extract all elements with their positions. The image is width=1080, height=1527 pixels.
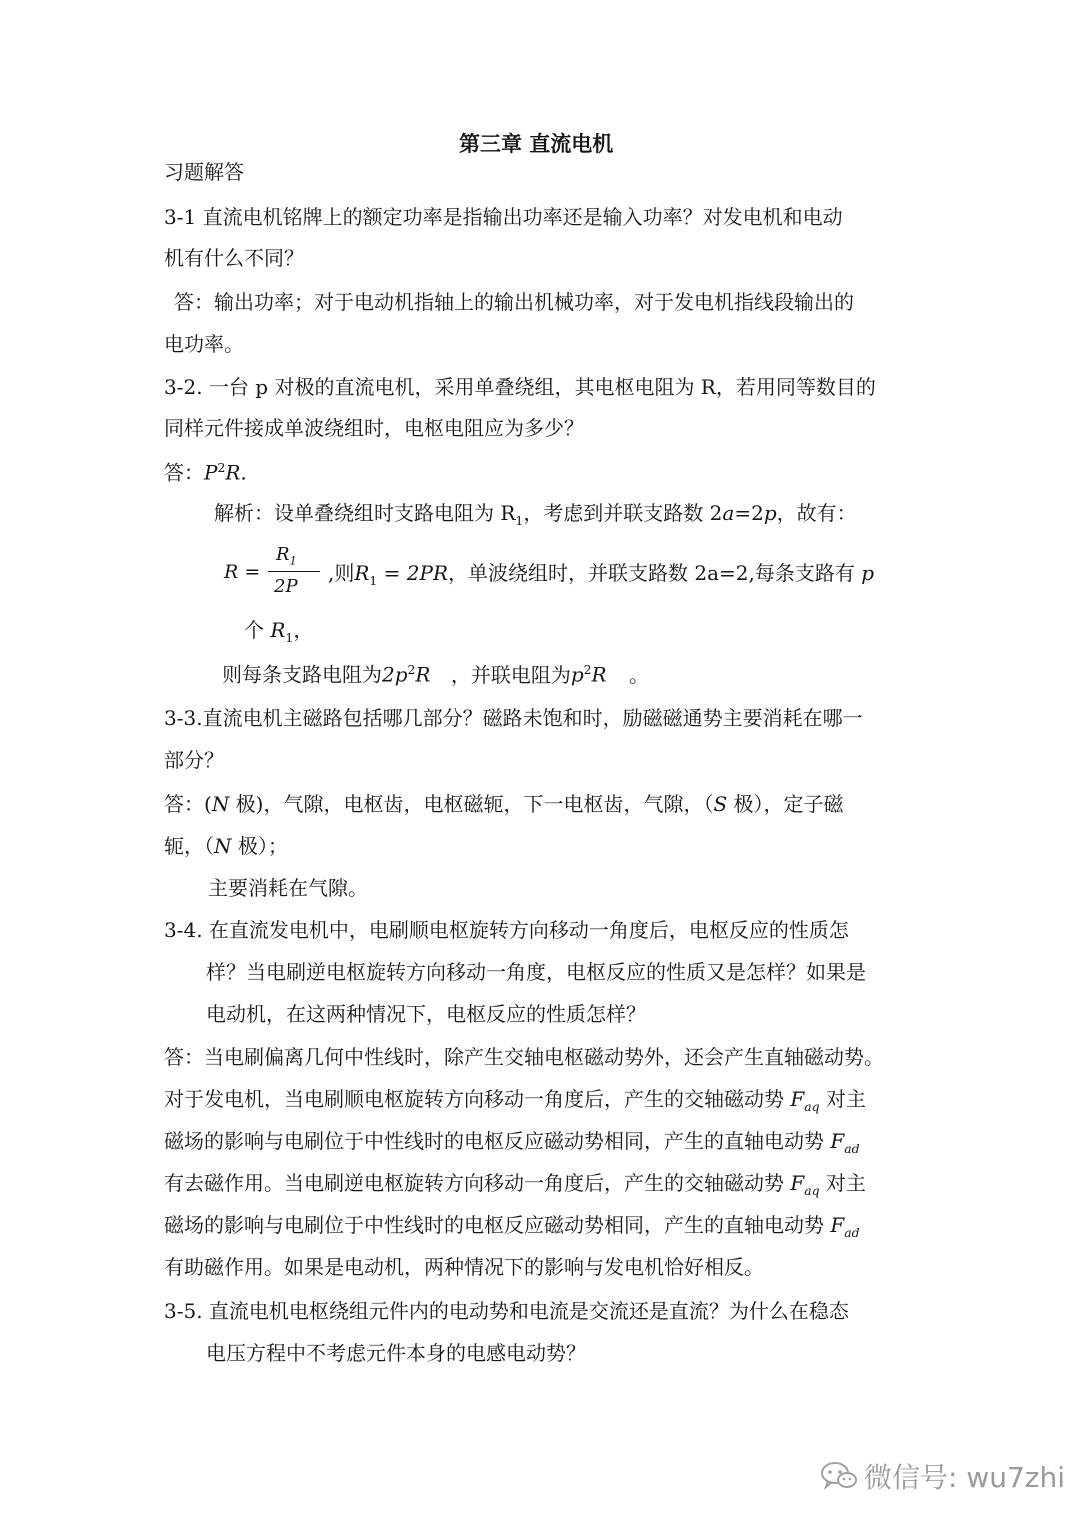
answer-3-1-line-2: 电功率。 [164,332,244,356]
answer-3-3-line-3: 主要消耗在气隙。 [208,876,368,900]
watermark-text: 微信号: wu7zhi [864,1461,1066,1494]
analysis-line-2: ,则$R_1 = 2PR$，单波绕组时，并联支路数 2a=2,每条支路有 p [328,561,875,588]
answer-3-3-line-2: 轭，（N 极）； [164,834,288,858]
answer-3-4-line-1: 答：当电刷偏离几何中性线时，除产生交轴电枢磁动势外，还会产生直轴磁动势。 [164,1045,884,1069]
fraction-bar [268,571,320,572]
question-3-5-line-2: 电压方程中不考虑元件本身的电感电动势？ [206,1341,586,1365]
question-3-4-line-1: 3-4. 在直流发电机中，电刷顺电枢旋转方向移动一角度后，电枢反应的性质怎 [164,918,849,942]
analysis-line-1: 解析：设单叠绕组时支路电阻为 $R_1$，考虑到并联支路数 2a=2p，故有： [214,501,857,528]
answer-3-3-line-1: 答：(N 极)，气隙，电枢齿，电枢磁轭，下一电枢齿，气隙，（S 极），定子磁 [164,792,844,816]
answer-3-4-line-2: 对于发电机，当电刷顺电枢旋转方向移动一角度后，产生的交轴磁动势 $F_{aq}$ 对主 [164,1087,866,1114]
analysis-line-4: 则每条支路电阻为$2p^2R$ ，并联电阻为$p^2R$ 。 [222,662,649,687]
answer-3-1-line-1: 答：输出功率；对于电动机指轴上的输出机械功率，对于发电机指线段输出的 [174,290,854,314]
resistance-fraction-formula: R = $R_1$ 2P [224,542,334,602]
question-3-4-line-3: 电动机，在这两种情况下，电枢反应的性质怎样？ [206,1002,646,1026]
question-3-2-line-1: 3-2. 一台 p 对极的直流电机，采用单叠绕组，其电枢电阻为 R，若用同等数目的 [164,375,876,399]
question-3-3-line-1: 3-3.直流电机主磁路包括哪几部分？磁路未饱和时，励磁磁通势主要消耗在哪一 [164,706,863,730]
wechat-watermark [820,1456,1065,1496]
question-3-1-line-2: 机有什么不同？ [164,246,304,270]
answer-3-4-line-4: 有去磁作用。当电刷逆电枢旋转方向移动一角度后，产生的交轴磁动势 $F_{aq}$ 对主 [164,1171,866,1198]
question-3-2-line-2: 同样元件接成单波绕组时，电枢电阻应为多少？ [164,416,584,440]
chapter-title: 第三章 直流电机 [459,132,614,156]
answer-3-2: 答：$P^2R$. [164,460,247,485]
question-3-3-line-2: 部分？ [164,748,224,772]
question-3-5-line-1: 3-5. 直流电机电枢绕组元件内的电动势和电流是交流还是直流？为什么在稳态 [164,1299,849,1323]
analysis-line-3: 个 $R_1$， [244,618,314,645]
answer-3-4-line-6: 有助磁作用。如果是电动机，两种情况下的影响与发电机恰好相反。 [164,1255,764,1279]
wechat-icon [820,1461,858,1491]
answer-3-4-line-5: 磁场的影响与电刷位于中性线时的电枢反应磁动势相同，产生的直轴电动势 $F_{ad}$ [164,1213,860,1240]
question-3-1-line-1: 3-1 直流电机铭牌上的额定功率是指输出功率还是输入功率？对发电机和电动 [164,205,843,229]
section-heading: 习题解答 [164,160,244,184]
answer-3-4-line-3: 磁场的影响与电刷位于中性线时的电枢反应磁动势相同，产生的直轴电动势 $F_{ad}$ [164,1129,860,1156]
question-3-4-line-2: 样？当电刷逆电枢旋转方向移动一角度，电枢反应的性质又是怎样？如果是 [206,960,866,984]
